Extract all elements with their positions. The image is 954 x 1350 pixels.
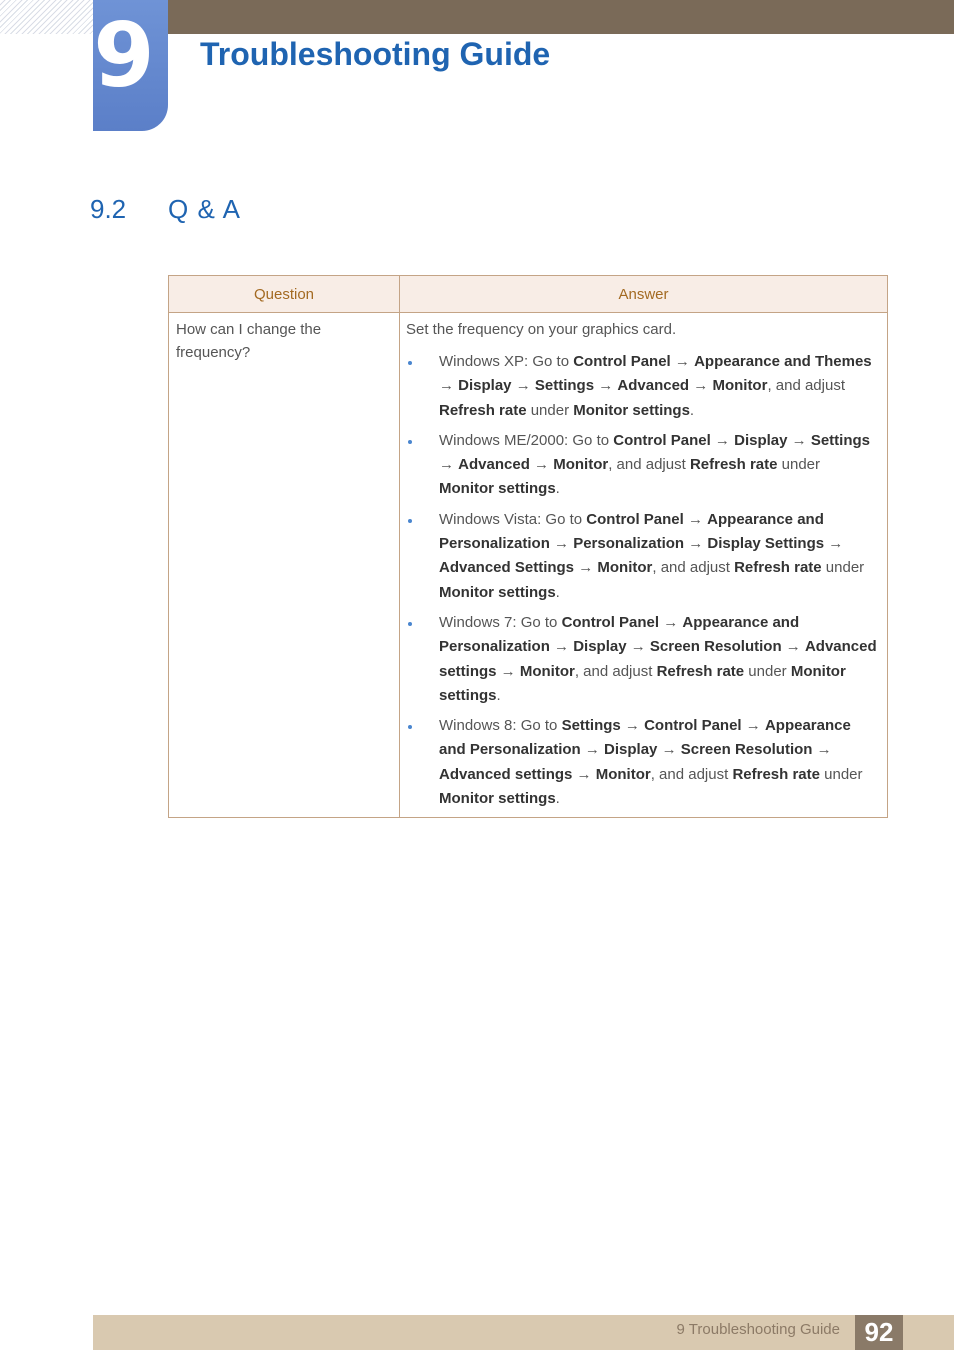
- bullet-icon: [408, 519, 412, 523]
- page-number-badge: 92: [855, 1315, 903, 1350]
- step-text: →: [439, 456, 459, 474]
- step-text: under: [744, 662, 791, 680]
- step-text: Windows Vista: Go to: [439, 510, 587, 528]
- answer-cell: [400, 313, 888, 818]
- menu-path-term: Advanced Settings: [439, 559, 575, 577]
- menu-path-term: Display Settings: [707, 535, 825, 553]
- answer-column-header: Answer: [400, 276, 888, 313]
- step-text: →: [741, 717, 765, 735]
- answer-step-item: [406, 508, 877, 605]
- step-text: under: [526, 401, 574, 419]
- menu-path-term: Control Panel: [644, 717, 742, 735]
- menu-path-term: Refresh rate: [732, 765, 820, 783]
- qa-table: [168, 275, 888, 818]
- menu-path-term: Refresh rate: [439, 401, 527, 419]
- menu-path-term: Settings: [810, 431, 870, 449]
- menu-path-term: Settings: [534, 377, 595, 395]
- menu-path-term: Screen Resolution: [680, 741, 813, 759]
- step-text: , and adjust: [650, 765, 733, 783]
- table-row: [169, 313, 888, 818]
- menu-path-term: Monitor settings: [573, 401, 690, 419]
- step-text: →: [594, 377, 618, 395]
- menu-path-term: Monitor: [595, 765, 651, 783]
- menu-path-term: Personalization: [573, 535, 685, 553]
- step-text: Windows ME/2000: Go to: [439, 431, 614, 449]
- chapter-number: 9: [93, 4, 155, 107]
- step-text: →: [620, 717, 645, 735]
- menu-path-term: Settings: [561, 717, 621, 735]
- step-text: →: [549, 638, 574, 656]
- menu-path-term: Monitor settings: [439, 790, 556, 808]
- question-column-header: Question: [169, 276, 400, 313]
- bullet-icon: [408, 361, 412, 365]
- menu-path-term: Monitor settings: [439, 480, 556, 498]
- step-text: →: [670, 353, 695, 370]
- menu-path-term: Advanced: [617, 377, 690, 395]
- step-text: →: [496, 662, 520, 680]
- step-text: →: [787, 431, 811, 449]
- menu-path-term: Display: [458, 377, 512, 395]
- menu-path-term: Advanced: [458, 456, 530, 474]
- step-text: Windows 8: Go to: [439, 717, 562, 735]
- menu-path-term: Display: [573, 638, 627, 656]
- menu-path-term: Monitor: [597, 559, 653, 577]
- chapter-title: Troubleshooting Guide: [200, 36, 551, 72]
- menu-path-term: Refresh rate: [689, 456, 778, 474]
- step-text: →: [812, 741, 832, 759]
- answer-step-item: [406, 429, 877, 502]
- step-text: →: [439, 377, 459, 395]
- header-bar: [168, 0, 954, 34]
- step-text: →: [781, 638, 805, 656]
- step-text: →: [580, 741, 605, 759]
- step-text: , and adjust: [767, 377, 845, 395]
- menu-path-term: Appearance and Personalization: [439, 717, 851, 759]
- step-text: →: [626, 638, 650, 656]
- menu-path-term: Appearance and Themes: [694, 353, 872, 370]
- question-cell: How can I change the frequency?: [169, 313, 400, 818]
- step-text: Windows 7: Go to: [439, 613, 562, 631]
- step-text: →: [689, 377, 713, 395]
- bullet-icon: [408, 440, 412, 444]
- step-text: .: [555, 583, 560, 601]
- menu-path-term: Monitor settings: [439, 662, 846, 704]
- menu-path-term: Control Panel: [573, 353, 671, 370]
- chapter-tab: [93, 0, 168, 131]
- step-text: Windows XP: Go to: [439, 353, 574, 370]
- step-text: , and adjust: [574, 662, 657, 680]
- menu-path-term: Monitor: [712, 377, 768, 395]
- table-header-row: [169, 276, 888, 313]
- answer-steps-list: [406, 350, 877, 811]
- answer-step-item: [406, 611, 877, 708]
- section-number: 9.2: [90, 194, 127, 224]
- menu-path-term: Monitor: [553, 456, 609, 474]
- step-text: under: [777, 456, 821, 474]
- step-text: →: [572, 765, 596, 783]
- step-text: →: [574, 559, 598, 577]
- menu-path-term: Screen Resolution: [649, 638, 782, 656]
- menu-path-term: Appearance and Personalization: [439, 613, 800, 656]
- step-text: →: [511, 377, 535, 395]
- footer-chapter-label: 9 Troubleshooting Guide: [676, 1321, 840, 1338]
- step-text: →: [659, 613, 683, 631]
- answer-step-item: [406, 350, 877, 423]
- answer-step-item: [406, 714, 877, 811]
- step-text: →: [529, 456, 554, 474]
- section-title: Q & A: [168, 194, 241, 224]
- step-text: .: [555, 790, 560, 808]
- step-text: under: [819, 765, 863, 783]
- answer-intro: Set the frequency on your graphics card.: [406, 321, 677, 338]
- menu-path-term: Control Panel: [586, 510, 684, 528]
- step-text: →: [824, 535, 844, 553]
- bullet-icon: [408, 725, 412, 729]
- menu-path-term: Display: [734, 431, 788, 449]
- step-text: .: [689, 401, 695, 419]
- step-text: , and adjust: [652, 559, 735, 577]
- menu-path-term: Display: [604, 741, 658, 759]
- menu-path-term: Control Panel: [613, 431, 711, 449]
- step-text: under: [821, 559, 865, 577]
- step-text: , and adjust: [608, 456, 690, 474]
- corner-hatch-decoration: [0, 0, 93, 34]
- menu-path-term: Refresh rate: [656, 662, 745, 680]
- menu-path-term: Advanced settings: [439, 638, 877, 680]
- step-text: .: [496, 686, 501, 704]
- menu-path-term: Monitor settings: [439, 583, 556, 601]
- step-text: →: [657, 741, 681, 759]
- menu-path-term: Appearance and Personalization: [439, 510, 824, 553]
- step-text: →: [549, 535, 574, 553]
- step-text: →: [684, 535, 708, 553]
- menu-path-term: Refresh rate: [734, 559, 822, 577]
- step-text: →: [683, 510, 708, 528]
- menu-path-term: Monitor: [519, 662, 575, 680]
- bullet-icon: [408, 622, 412, 626]
- menu-path-term: Control Panel: [561, 613, 660, 631]
- step-text: .: [555, 480, 560, 498]
- menu-path-term: Advanced settings: [439, 765, 573, 783]
- step-text: →: [710, 431, 735, 449]
